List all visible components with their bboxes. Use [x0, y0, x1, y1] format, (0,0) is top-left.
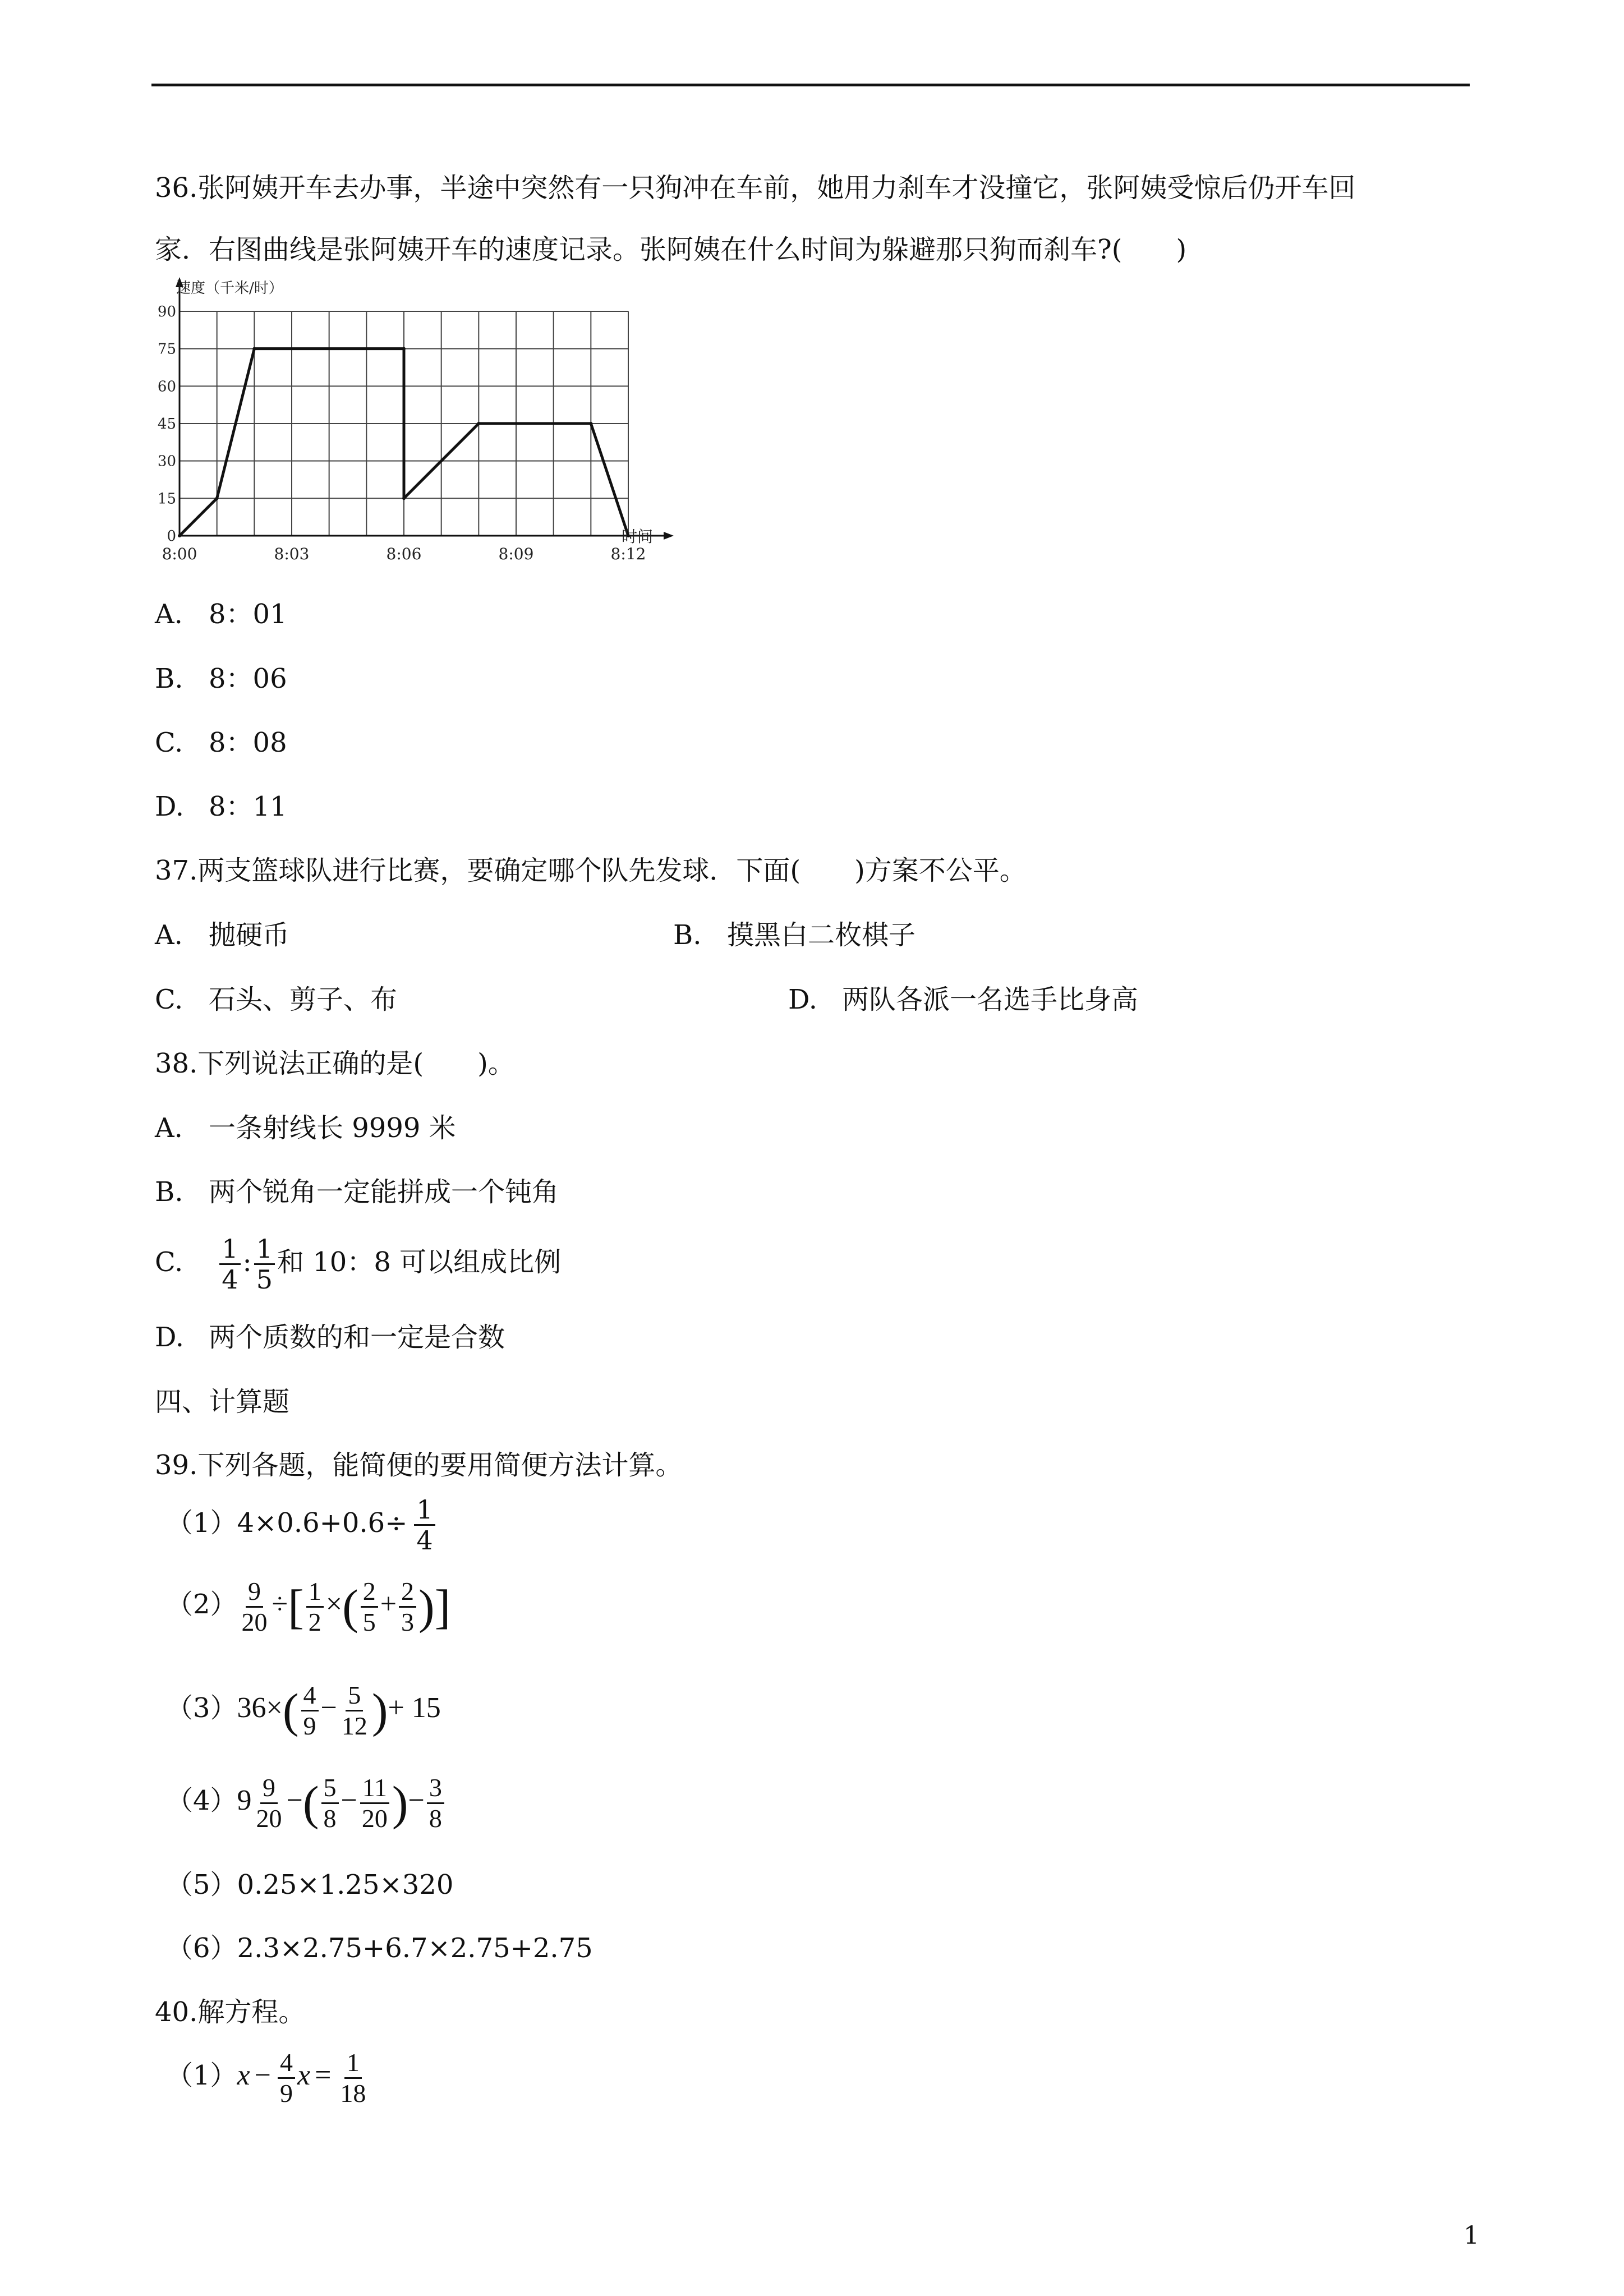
- problem-index: （6）: [166, 1932, 237, 1964]
- expression: + 15: [388, 1692, 441, 1724]
- fraction-one-fifth: [254, 1234, 275, 1295]
- q38-option-c[interactable]: [155, 1228, 561, 1296]
- chart-y-axis-label: 速度（千米/时）: [176, 280, 283, 297]
- fraction: [361, 1576, 378, 1636]
- y-tick-label: 15: [157, 490, 176, 508]
- expression: 0.25×1.25×320: [237, 1869, 454, 1901]
- operator: −: [320, 1692, 337, 1724]
- speed-point: [252, 347, 256, 351]
- frac-den: 9: [303, 1711, 316, 1740]
- fraction-one-quarter: [219, 1234, 240, 1295]
- left-paren: (: [302, 1776, 319, 1830]
- q39-problem-1: [166, 1489, 438, 1557]
- operator: −: [408, 1784, 425, 1816]
- y-tick-label: 45: [157, 416, 176, 432]
- option-label: B.: [155, 1176, 183, 1208]
- fraction: [360, 1775, 390, 1832]
- option-label: C.: [155, 727, 183, 758]
- operator: +: [380, 1588, 397, 1620]
- chart-x-ticks: [162, 545, 646, 563]
- x-tick-label: 8:03: [274, 545, 310, 563]
- option-label: D.: [155, 1322, 185, 1353]
- option-label: D.: [155, 791, 185, 822]
- x-tick-label: 8:09: [498, 545, 534, 563]
- option-text: 8：06: [209, 663, 287, 694]
- option-label: B.: [155, 663, 183, 694]
- frac-num: 9: [246, 1579, 263, 1608]
- speed-point: [402, 347, 406, 351]
- q39-problem-2: [166, 1571, 450, 1638]
- q37-option-b[interactable]: [673, 918, 915, 952]
- option-text: 8：11: [209, 791, 287, 822]
- frac-den: 18: [340, 2078, 366, 2108]
- section-heading: 四、计算题: [155, 1386, 290, 1418]
- frac-den: 8: [429, 1803, 442, 1833]
- right-bracket: ]: [434, 1580, 451, 1634]
- page-number: 1: [1464, 2221, 1479, 2250]
- q36-option-d[interactable]: [155, 790, 287, 823]
- frac-den: 12: [341, 1711, 367, 1740]
- x-axis-arrow: [664, 532, 674, 540]
- frac-den: 4: [222, 1264, 238, 1295]
- problem-index: （4）: [166, 1785, 237, 1816]
- frac-num: 2: [361, 1579, 378, 1608]
- operator: ×: [325, 1588, 343, 1620]
- frac-den: 5: [256, 1264, 273, 1295]
- option-label: A.: [155, 919, 183, 951]
- fraction: [427, 1775, 444, 1832]
- operator: −: [341, 1784, 357, 1816]
- y-tick-label: 75: [157, 341, 176, 358]
- frac-den: 9: [279, 2078, 293, 2108]
- y-tick-label: 0: [167, 528, 176, 545]
- frac-num: 1: [344, 2050, 362, 2079]
- equals-sign: =: [315, 2059, 332, 2091]
- left-bracket: [: [288, 1580, 304, 1634]
- option-text: 一条射线长 9999 米: [209, 1112, 456, 1144]
- speed-point: [402, 496, 406, 500]
- option-text: 石头、剪子、布: [209, 984, 398, 1015]
- speed-point: [477, 422, 480, 425]
- frac-num: 1: [306, 1579, 324, 1608]
- q37-option-c[interactable]: [155, 983, 397, 1016]
- header-rule: [151, 84, 1470, 86]
- variable-x: x: [297, 2059, 311, 2091]
- speed-chart: [157, 275, 701, 578]
- fraction: [338, 2047, 368, 2108]
- q39-stem: 39.下列各题，能简便的要用简便方法计算。: [155, 1450, 683, 1481]
- q36-option-c[interactable]: [155, 726, 287, 760]
- frac-num: 4: [301, 1682, 319, 1711]
- right-paren: ): [392, 1776, 408, 1830]
- speed-point: [215, 496, 219, 500]
- frac-num: 2: [399, 1579, 416, 1608]
- frac-num: 4: [278, 2050, 295, 2079]
- fraction: [399, 1576, 416, 1636]
- x-tick-label: 8:12: [610, 545, 646, 563]
- q37-option-a[interactable]: [155, 918, 289, 952]
- option-text: 两个锐角一定能拼成一个钝角: [209, 1176, 559, 1208]
- problem-index: （5）: [166, 1869, 237, 1901]
- frac-den: 4: [416, 1525, 433, 1556]
- fraction: [414, 1494, 435, 1556]
- fraction: [339, 1682, 370, 1739]
- option-text: 和 10：8 可以组成比例: [277, 1246, 562, 1278]
- q37-option-d[interactable]: [788, 983, 1138, 1016]
- q39-problem-6: [166, 1931, 593, 1965]
- y-tick-label: 60: [157, 378, 176, 395]
- frac-num: 1: [219, 1236, 240, 1265]
- q38-option-b[interactable]: [155, 1175, 559, 1209]
- q36-stem-line2: 家．右图曲线是张阿姨开车的速度记录。张阿姨在什么时间为躲避那只狗而刹车?( ): [155, 234, 1187, 265]
- frac-den: 20: [361, 1803, 388, 1833]
- fraction: [306, 1576, 324, 1636]
- problem-index: （3）: [166, 1692, 237, 1724]
- option-text: 8：08: [209, 727, 287, 758]
- q37-stem: 37.两支篮球队进行比赛，要确定哪个队先发球．下面( )方案不公平。: [155, 855, 1027, 886]
- option-label: C.: [155, 1246, 183, 1278]
- variable-x: x: [237, 2059, 250, 2091]
- problem-index: （1）: [166, 1507, 237, 1539]
- q39-problem-5: [166, 1868, 453, 1902]
- frac-num: 3: [427, 1775, 444, 1804]
- problem-index: （1）: [166, 2060, 237, 2091]
- whole-number: 9: [237, 1784, 252, 1816]
- right-paren: ): [371, 1683, 388, 1738]
- frac-num: 1: [414, 1497, 435, 1526]
- frac-den: 2: [308, 1607, 321, 1636]
- frac-den: 3: [401, 1607, 415, 1636]
- fraction: [278, 2047, 295, 2108]
- speed-point: [589, 422, 592, 425]
- frac-num: 9: [260, 1775, 278, 1804]
- x-tick-label: 8:00: [162, 545, 197, 563]
- left-paren: (: [282, 1683, 299, 1738]
- operator: ÷: [272, 1588, 288, 1620]
- ratio-sign: :: [242, 1246, 252, 1278]
- frac-den: 5: [362, 1607, 376, 1636]
- frac-den: 20: [256, 1803, 282, 1833]
- q39-problem-4: [166, 1767, 447, 1834]
- y-tick-label: 30: [157, 453, 176, 470]
- chart-axes: [176, 277, 674, 540]
- problem-index: （2）: [166, 1589, 237, 1620]
- operator: −: [286, 1784, 303, 1816]
- frac-num: 1: [254, 1236, 275, 1265]
- left-paren: (: [342, 1580, 358, 1634]
- option-text: 两个质数的和一定是合数: [209, 1322, 505, 1353]
- frac-num: 5: [346, 1682, 363, 1711]
- right-paren: ): [418, 1580, 435, 1634]
- fraction: [240, 1576, 270, 1636]
- option-label: A.: [155, 1112, 183, 1144]
- y-tick-label: 90: [157, 303, 176, 320]
- option-label: A.: [155, 599, 183, 630]
- q39-problem-3: [166, 1674, 441, 1742]
- expression: 4×0.6+0.6÷: [237, 1507, 408, 1539]
- option-text: 两队各派一名选手比身高: [842, 984, 1139, 1015]
- operator: −: [254, 2059, 271, 2091]
- expression: 36×: [237, 1692, 283, 1724]
- frac-num: 5: [321, 1775, 339, 1804]
- q38-stem: 38.下列说法正确的是( )。: [155, 1048, 515, 1079]
- frac-num: 11: [360, 1775, 389, 1804]
- option-label: B.: [673, 919, 702, 951]
- option-text: 抛硬币: [209, 919, 290, 951]
- q38-option-d[interactable]: [155, 1320, 505, 1354]
- speed-point: [178, 534, 181, 537]
- q36-option-a[interactable]: [155, 597, 287, 631]
- q40-problem-1: [166, 2042, 370, 2109]
- frac-den: 20: [241, 1607, 268, 1636]
- fraction: [321, 1775, 339, 1832]
- chart-x-axis-label: 时间: [622, 527, 654, 546]
- q40-stem: 40.解方程。: [155, 1996, 306, 2028]
- x-tick-label: 8:06: [386, 545, 422, 563]
- option-label: D.: [788, 984, 818, 1015]
- q36-option-b[interactable]: [155, 662, 287, 696]
- option-label: C.: [155, 984, 183, 1015]
- option-text: 摸黑白二枚棋子: [727, 919, 916, 951]
- chart-y-ticks: [158, 303, 176, 545]
- fraction: [254, 1775, 284, 1832]
- q36-stem-line1: 36.张阿姨开车去办事，半途中突然有一只狗冲在车前，她用力刹车才没撞它，张阿姨受惊后仍开车回: [155, 172, 1356, 204]
- frac-den: 8: [323, 1803, 337, 1833]
- option-text: 8：01: [209, 599, 287, 630]
- expression: 2.3×2.75+6.7×2.75+2.75: [237, 1932, 593, 1964]
- fraction: [301, 1682, 319, 1739]
- q38-option-a[interactable]: [155, 1111, 456, 1145]
